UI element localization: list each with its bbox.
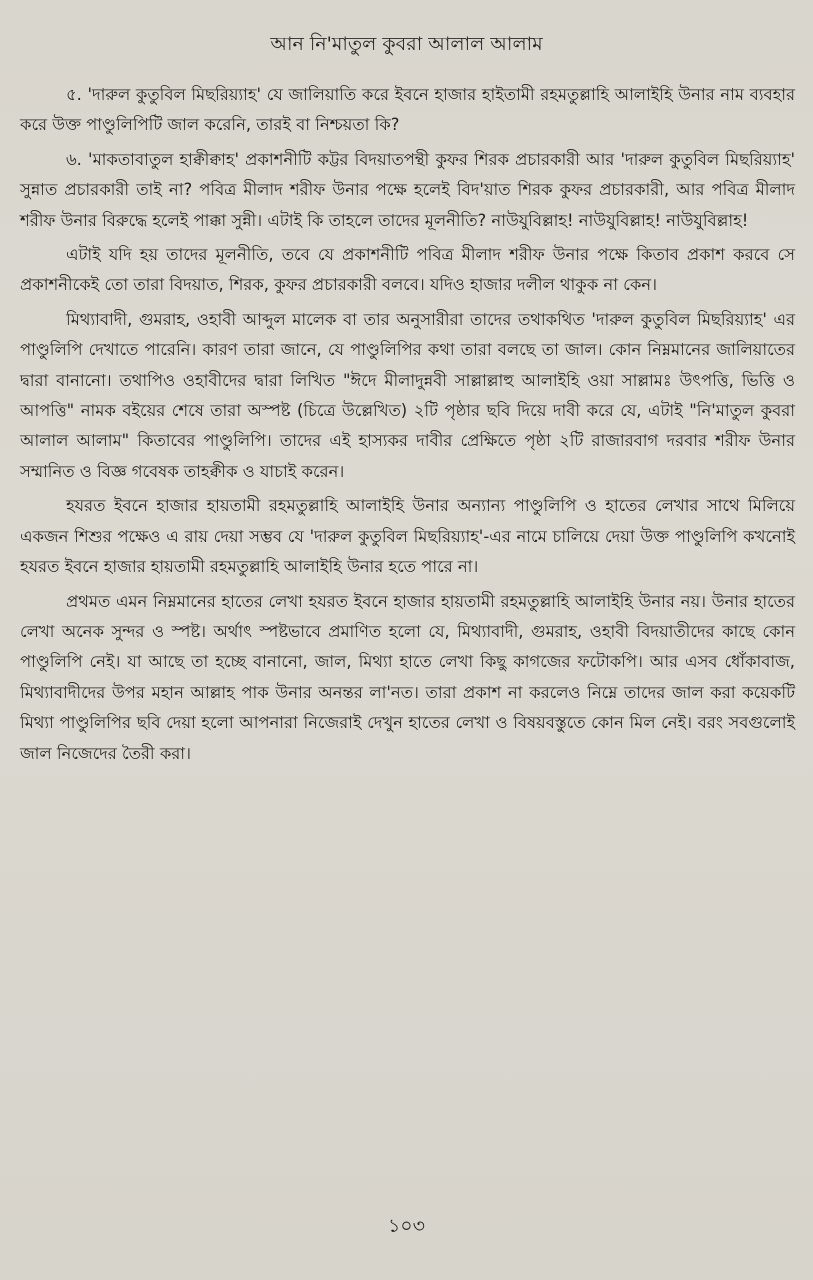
paragraph: প্রথমত এমন নিম্নমানের হাতের লেখা হযরত ইবনে হাজার হায়তামী রহমতুল্লাহি আলাইহি উনার নয়। উনার হাতের লেখা অনেক সুন্দর ও স্পষ্ট। অর্থাৎ স্পষ্টভাবে প্রমাণিত হলো যে, মিথ্যাবাদী, গুমরাহ, ওহাবী বিদয়াতীদের কাছে কোন পাণ্ডুলিপি নেই। যা আছে তা হচ্ছে বানানো, জাল, মিথ্যা হাতে লেখা কিছু কাগজের ফটোকপি। আর এসব ধোঁকাবাজ, মিথ্যাবাদীদের উপর মহান আল্লাহ পাক উনার অনন্তর লা'নত। তারা প্রকাশ না করলেও নিম্নে তাদের জাল করা কয়েকটি মিথ্যা পাণ্ডুলিপির ছবি দেয়া হলো আপনারা নিজেরাই দেখুন হাতের লেখা ও বিষয়বস্তুতে কোন মিল নেই। বরং সবগুলোই জাল নিজেদের তৈরী করা। xyxy=(20,591,795,763)
page-body xyxy=(20,80,795,769)
paragraph-point-6: ৬. 'মাকতাবাতুল হাক্বীক্বাহ' প্রকাশনীটি কট্টর বিদয়াতপন্থী কুফর শিরক প্রচারকারী আর 'দারুল কুতুবিল মিছরিয়্যাহ' সুন্নাত প্রচারকারী তাই না? পবিত্র মীলাদ শরীফ উনার পক্ষে হলেই বিদ'য়াত শিরক কুফর প্রচারকারী, আর পবিত্র মীলাদ শরীফ উনার বিরুদ্ধে হলেই পাক্কা সুন্নী। এটাই কি তাহলে তাদের মূলনীতি? নাউযুবিল্লাহ! নাউযুবিল্লাহ! নাউযুবিল্লাহ! xyxy=(20,149,795,230)
page-number: ১০৩ xyxy=(387,1215,426,1237)
paragraph-point-5: ৫. 'দারুল কুতুবিল মিছরিয়্যাহ' যে জালিয়াতি করে ইবনে হাজার হাইতামী রহমতুল্লাহি আলাইহি উনার নাম ব্যবহার করে উক্ত পাণ্ডুলিপিটি জাল করেনি, তারই বা নিশ্চয়তা কি? xyxy=(20,85,795,135)
paragraph: এটাই যদি হয় তাদের মূলনীতি, তবে যে প্রকাশনীটি পবিত্র মীলাদ শরীফ উনার পক্ষে কিতাব প্রকাশ করবে সে প্রকাশনীকেই তো তারা বিদয়াত, শিরক, কুফর প্রচারকারী বলবে। যদিও হাজার দলীল থাকুক না কেন। xyxy=(20,245,795,295)
paragraph: হযরত ইবনে হাজার হায়তামী রহমতুল্লাহি আলাইহি উনার অন্যান্য পাণ্ডুলিপি ও হাতের লেখার সাথে মিলিয়ে একজন শিশুর পক্ষেও এ রায় দেয়া সম্ভব যে 'দারুল কুতুবিল মিছরিয়্যাহ'-এর নামে চালিয়ে দেয়া উক্ত পাণ্ডুলিপি কখনোই হযরত ইবনে হাজার হায়তামী রহমতুল্লাহি আলাইহি উনার হতে পারে না। xyxy=(20,496,795,577)
running-header: আন নি'মাতুল কুবরা আলাল আলাম xyxy=(270,33,543,55)
paragraph: মিথ্যাবাদী, গুমরাহ, ওহাবী আব্দুল মালেক বা তার অনুসারীরা তাদের তথাকথিত 'দারুল কুতুবিল মিছরিয়্যাহ' এর পাণ্ডুলিপি দেখাতে পারেনি। কারণ তারা জানে, যে পাণ্ডুলিপির কথা তারা বলছে তা জাল। কোন নিম্নমানের জালিয়াতের দ্বারা বানানো। তথাপিও ওহাবীদের দ্বারা লিখিত "ঈদে মীলাদুন্নবী সাল্লাল্লাহু আলাইহি ওয়া সাল্লামঃ উৎপত্তি, ভিত্তি ও আপত্তি" নামক বইয়ের শেষে তারা অস্পষ্ট (চিত্রে উল্লেখিত) ২টি পৃষ্ঠার ছবি দিয়ে দাবী করে যে, এটাই "নি'মাতুল কুবরা আলাল আলাম" কিতাবের পাণ্ডুলিপি। তাদের এই হাস্যকর দাবীর প্রেক্ষিতে পৃষ্ঠা ২টি রাজারবাগ দরবার শরীফ উনার সম্মানিত ও বিজ্ঞ গবেষক তাহক্বীক ও যাচাই করেন। xyxy=(20,309,795,481)
